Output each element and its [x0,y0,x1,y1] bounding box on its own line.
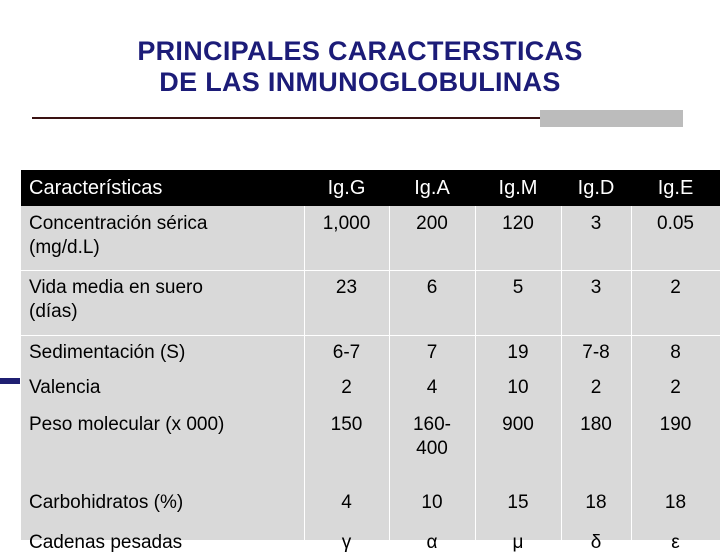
table-cell [561,276,631,300]
table-cell-line: 23 [335,277,358,298]
table-cell [475,413,561,437]
row-label-line: Vida media en suero [29,277,203,298]
row-label-line: Concentración sérica [29,213,208,234]
table-cell-line: 10 [421,492,443,513]
column-divider [475,206,476,540]
table-cell-line: δ [590,532,602,553]
immunoglobulin-table [21,170,720,553]
table-cell-line: 18 [664,492,687,513]
table-cell-line: γ [341,532,352,553]
table-cell-line: 150 [330,414,363,435]
row-label [29,376,302,400]
table-cell-line: 2 [670,277,681,298]
table-cell [389,341,475,365]
table-cell [475,491,561,515]
table-cell [631,212,720,236]
table-cell [475,341,561,365]
column-divider [304,206,305,540]
row-label [29,531,302,555]
table-cell [631,491,720,515]
side-accent-bar [0,378,20,384]
table-cell-line: 5 [512,277,524,298]
table-cell-line: 900 [502,414,534,435]
column-divider [631,206,632,540]
table-cell-line: 18 [585,492,607,513]
table-cell [631,413,720,437]
table-cell [304,212,389,236]
table-cell [389,491,475,515]
table-cell-line: 4 [341,492,352,513]
row-label [29,341,302,365]
column-divider [561,206,562,540]
table-cell-line: 6 [426,277,438,298]
table-cell-line: 2 [341,377,352,398]
table-cell [304,531,389,555]
table-cell-line: 3 [590,277,602,298]
table-cell [389,413,475,461]
table-cell [561,376,631,400]
row-divider [21,270,720,271]
table-cell-line: μ [512,532,524,553]
table-cell [475,212,561,236]
row-label-line: (días) [29,301,78,322]
column-header-characteristics: Características [29,177,163,199]
table-cell-line: 19 [507,342,529,363]
table-cell-line: 15 [507,492,529,513]
row-label [29,413,302,437]
row-label-line: Valencia [29,377,101,398]
table-cell [304,341,389,365]
table-cell-line: 6-7 [332,342,361,363]
column-divider [389,206,390,540]
column-header-igd: Ig.D [577,177,615,199]
row-label-line: Sedimentación (S) [29,342,186,363]
table-cell [561,413,631,437]
table-cell-line: 8 [670,342,681,363]
table-cell-line: 120 [502,213,534,234]
column-header-igg: Ig.G [327,177,366,199]
table-cell [561,212,631,236]
table-cell [304,376,389,400]
table-cell [304,413,389,437]
table-cell-line: 2 [670,377,681,398]
row-label [29,276,302,324]
row-label [29,212,302,260]
table-cell-line: 10 [507,377,529,398]
column-header-iga: Ig.A [414,177,450,199]
table-cell [475,376,561,400]
table-cell [389,531,475,555]
table-cell-line: 1,000 [322,213,371,234]
table-cell [561,491,631,515]
row-divider [21,335,720,336]
table-cell [631,531,720,555]
column-header-igm: Ig.M [498,177,538,199]
table-cell-line: 400 [416,438,448,459]
title-divider-accent [540,110,683,127]
table-cell [631,341,720,365]
table-cell-line: 190 [659,414,692,435]
table-cell-line: α [426,532,438,553]
table-cell-line: 7 [426,342,438,363]
row-label-line: Carbohidratos (%) [29,492,184,513]
table-cell [304,491,389,515]
table-cell-line: 160- [412,414,452,435]
title-line-1: PRINCIPALES CARACTERSTICAS [137,36,583,66]
table-cell-line: 200 [416,213,448,234]
table-cell [475,531,561,555]
row-label-line: (mg/d.L) [29,237,100,258]
table-cell [561,341,631,365]
row-label-line: Peso molecular (x 000) [29,414,225,435]
table-cell-line: 4 [426,377,438,398]
slide-title [0,36,720,98]
table-cell-line: 2 [590,377,602,398]
table-cell-line: ε [671,532,680,553]
table-cell [389,376,475,400]
table-cell-line: 0.05 [657,213,694,234]
table-cell-line: 180 [580,414,612,435]
row-label [29,491,302,515]
column-header-ige: Ig.E [657,177,694,199]
table-cell [389,212,475,236]
table-cell [631,276,720,300]
table-cell [475,276,561,300]
table-cell [389,276,475,300]
table-cell [304,276,389,300]
title-line-2: DE LAS INMUNOGLOBULINAS [159,67,561,97]
row-label-line: Cadenas pesadas [29,532,183,553]
table-cell-line: 7-8 [582,342,610,363]
table-cell [561,531,631,555]
table-cell [631,376,720,400]
table-cell-line: 3 [590,213,602,234]
